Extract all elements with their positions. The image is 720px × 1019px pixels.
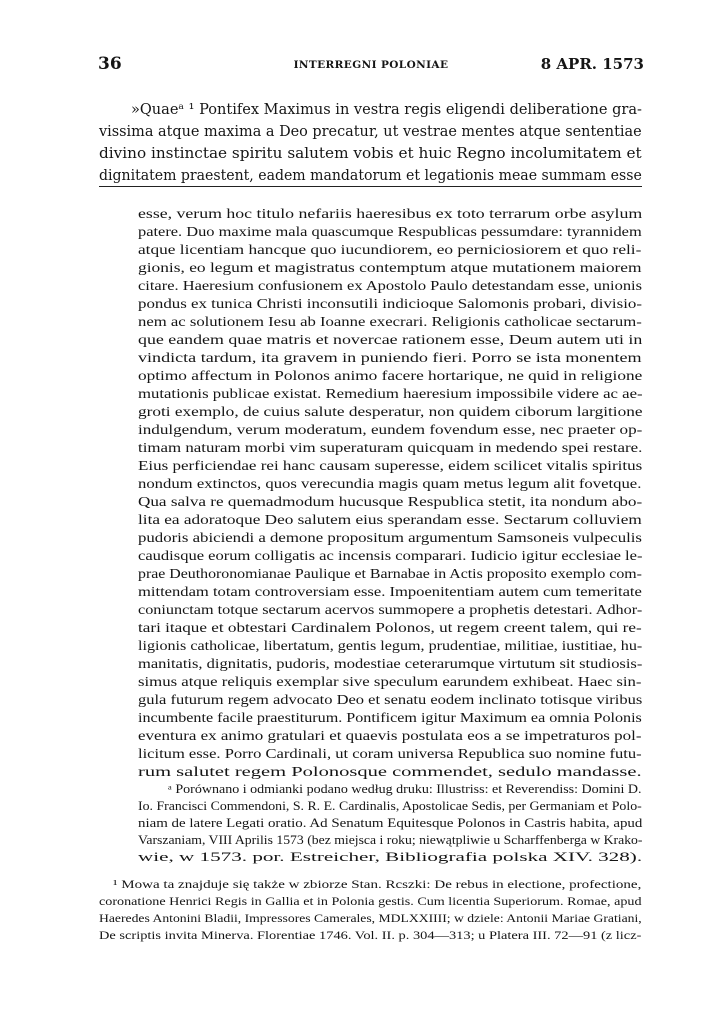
main-line: divino instinctae spiritu salutem vobis et huic Regno incolumitatem et — [99, 144, 642, 162]
running-title: INTERREGNI POLONIAE — [293, 59, 449, 71]
quote-line: groti exemplo, de cuius salute desperatur, non quidem ciborum largitione — [138, 404, 643, 419]
quote-line: atque licentiam hancque quo iucundiorem, eo perniciosiorem et quo reli- — [138, 242, 642, 257]
quote-line: caudisque eorum colligatis ac incensis comparari. Iudicio igitur ecclesiae le- — [138, 548, 643, 563]
quote-line: manitatis, dignitatis, pudoris, modestiae ceterarumque virtutum sit studiosis- — [138, 656, 643, 671]
main-line: dignitatem praestent, eadem mandatorum et legationis meae summam esse — [99, 166, 642, 184]
running-header — [98, 54, 644, 80]
quote-line: citare. Haeresium confusionem ex Apostolo Paulo detestandam esse, unionis — [138, 278, 643, 293]
quote-line: lita ea adoratoque Deo salutem eius sperandam esse. Sectarum colluviem — [138, 512, 642, 527]
quote-line: optimo affectum in Polonos animo facere hortarique, ne quid in religione — [138, 368, 643, 383]
quote-line: incumbente facile praestiturum. Pontificem igitur Maximum ea omnia Polonis — [138, 710, 642, 725]
quote-line: prae Deuthoronomianae Paulique et Barnabae in Actis proposito exemplo com- — [138, 566, 642, 581]
quote-line: tari itaque et obtestari Cardinalem Polonos, ut regem creent talem, qui re- — [138, 620, 642, 635]
main-line: »Quaeᵃ ¹ Pontifex Maximus in vestra regis eligendi deliberatione gra- — [131, 100, 642, 118]
footnote-line: ¹ Mowa ta znajduje się także w zbiorze Stan. Rcszki: De rebus in electione, profectione, — [113, 878, 642, 891]
note-line: wie, w 1573. por. Estreicher, Bibliografia polska XIV. 328). — [138, 850, 643, 864]
section-divider — [99, 186, 642, 187]
note-line: Io. Francisci Commendoni, S. R. E. Cardinalis, Apostolicae Sedis, per Germaniam et Polo- — [138, 799, 642, 813]
quote-line: indulgendum, verum moderatum, eundem fovendum esse, nec praeter op- — [138, 422, 643, 437]
footnote-line: De scriptis invita Minerva. Florentiae 1746. Vol. II. p. 304—313; u Platera III. 72—91 (z licz- — [99, 929, 642, 942]
quote-line: nondum extinctos, quos verecundia magis quam metus legum alit fovetque. — [138, 476, 642, 491]
quote-line: gionis, eo legum et magistratus contemptum atque mutationem maiorem — [138, 260, 642, 275]
quote-line: licitum esse. Porro Cardinali, ut coram universa Republica suo nomine futu- — [138, 746, 642, 761]
quote-line: pondus ex tunica Christi inconsutili indicioque Salomonis probari, divisio- — [138, 296, 642, 311]
note-line: ᵃ Porównano i odmianki podano według druku: Illustriss: et Reverendiss: Domini D. — [168, 782, 642, 796]
quote-line: Qua salva re quemadmodum hucusque Respublica stetit, ita nondum abo- — [138, 494, 643, 509]
quote-line: que eandem quae matris et novercae rationem esse, Deum autem uti in — [138, 332, 643, 347]
quote-line: timam naturam morbi vim superaturam quicquam in medendo spei restare. — [138, 440, 643, 455]
quote-line: simus atque reliquis exemplar sive speculum earundem exhibeat. Haec sin- — [138, 674, 642, 689]
page-number: 36 — [98, 54, 122, 74]
header-date: 8 APR. 1573 — [540, 55, 644, 73]
quote-line: eventura ex animo gratulari et quaevis postulata eos a se impetraturos pol- — [138, 728, 642, 743]
quote-line: coniunctam totque sectarum acervos summopere a prophetis detestari. Adhor- — [138, 602, 643, 617]
footnote-line: coronatione Henrici Regis in Gallia et in Polonia gestis. Cum licentia Superiorum. Romae, apud — [99, 895, 642, 908]
quote-line: patere. Duo maxime mala quascumque Respublicas pessumdare: tyrannidem — [138, 224, 642, 239]
quote-line: Eius perficiendae rei hanc causam superesse, eidem scilicet vitalis spiritus — [138, 458, 643, 473]
quote-line: vindicta tardum, ita gravem in puniendo fieri. Porro se ista monentem — [138, 350, 642, 365]
quote-line: ligionis catholicae, libertatum, gentis legum, prudentiae, militiae, iustitiae, hu- — [138, 638, 643, 653]
main-line: vissima atque maxima a Deo precatur, ut vestrae mentes atque sententiae — [99, 122, 642, 140]
quote-line: nem ac solutionem Iesu ab Ioanne execrari. Religionis catholicae sectarum- — [138, 314, 642, 329]
footnote-line: Haeredes Antonini Bladii, Impressores Camerales, MDLXXIIII; w dziele: Antonii Mariae Gratiani, — [99, 912, 642, 925]
quote-line: mittendam totam controversiam esse. Impoenitentiam autem cum temeritate — [138, 584, 642, 599]
quote-line: gula futurum regem advocato Deo et senatu eodem inclinato totisque viribus — [138, 692, 643, 707]
quote-line: mutationis publicae existat. Remedium haeresium impossibile videre ac ae- — [138, 386, 643, 401]
quote-line: rum salutet regem Polonosque commendet, sedulo mandasse. — [138, 764, 642, 779]
quote-line: pudoris abiciendi a demone propositum argumentum Samsoneis vulpeculis — [138, 530, 642, 545]
note-line: Varszaniam, VIII Aprilis 1573 (bez miejsca i roku; niewątpliwie u Scharffenberga w Krako- — [138, 833, 643, 847]
note-line: niam de latere Legati oratio. Ad Senatum Equitesque Polonos in Castris habita, apud — [138, 816, 643, 830]
quote-line: esse, verum hoc titulo nefariis haeresibus ex toto terrarum orbe asylum — [138, 206, 643, 221]
